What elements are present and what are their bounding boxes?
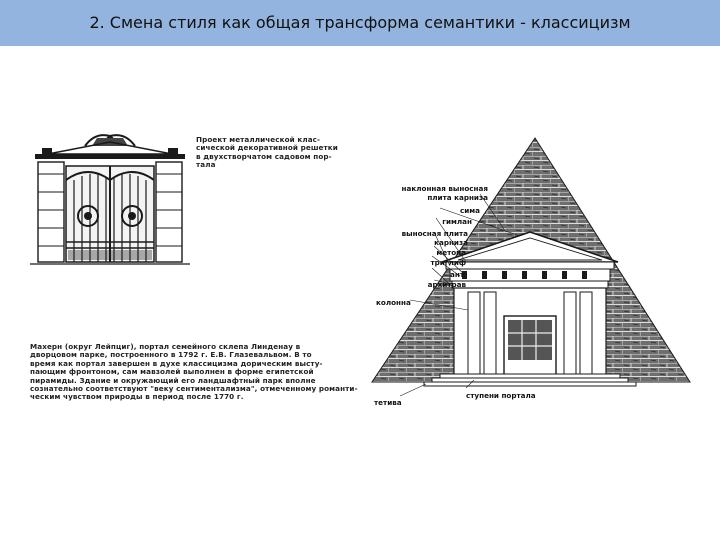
slide-title: 2. Смена стиля как общая трансформа семантики - классицизм [89, 13, 631, 32]
description-line: дворцовом парке, построенного в 1792 г. Е.В. Глазевальвом. В то [30, 350, 312, 360]
gate-caption-line: в двухстворчатом садовом пор- [196, 151, 332, 161]
label-naklonnaya [368, 184, 488, 202]
description-line: пирамиды. Здание и окружающий его ландшафтный парк вполне [30, 375, 316, 385]
label-gimlan: гимлан [442, 217, 472, 226]
label-tetiva: тетива [374, 398, 402, 407]
gate-illustration [30, 130, 190, 270]
description-line: сознательно соответствуют "веку сентиментализма", отмеченному романти- [30, 384, 358, 394]
label-metopa: метопа [436, 248, 466, 257]
gate-caption [196, 136, 356, 170]
label-triglif: триглиф [430, 258, 466, 267]
label-arkhitrav: архитрав [427, 280, 466, 289]
gate-caption-line: Проект металлической клас- [196, 135, 321, 144]
label-line: карниза [434, 238, 468, 247]
label-line: выносная плита [401, 229, 468, 238]
mausoleum-description [30, 343, 360, 402]
label-line: плита карниза [427, 193, 488, 202]
label-sima: сима [459, 206, 480, 215]
label-kolonna: колонна [376, 298, 411, 307]
description-line: пающим фронтоном, сам мавзолей выполнен в форме египетской [30, 367, 314, 377]
label-stupeni: ступени портала [466, 391, 536, 400]
description-line: Махерн (округ Лейпциг), портал семейного склепа Линденау в [30, 342, 301, 351]
description-line: время как портал завершен в духе классицизма дорическим высту- [30, 358, 323, 368]
gate-caption-line: сической декоративной решетки [196, 143, 338, 153]
label-ant: ант [450, 270, 464, 279]
label-vynosnaya [364, 229, 468, 247]
description-line: ческим чувством природы в период после 1770 г. [30, 392, 244, 402]
gate-caption-line: тала [196, 160, 216, 170]
label-line: наклонная выносная [401, 184, 488, 193]
